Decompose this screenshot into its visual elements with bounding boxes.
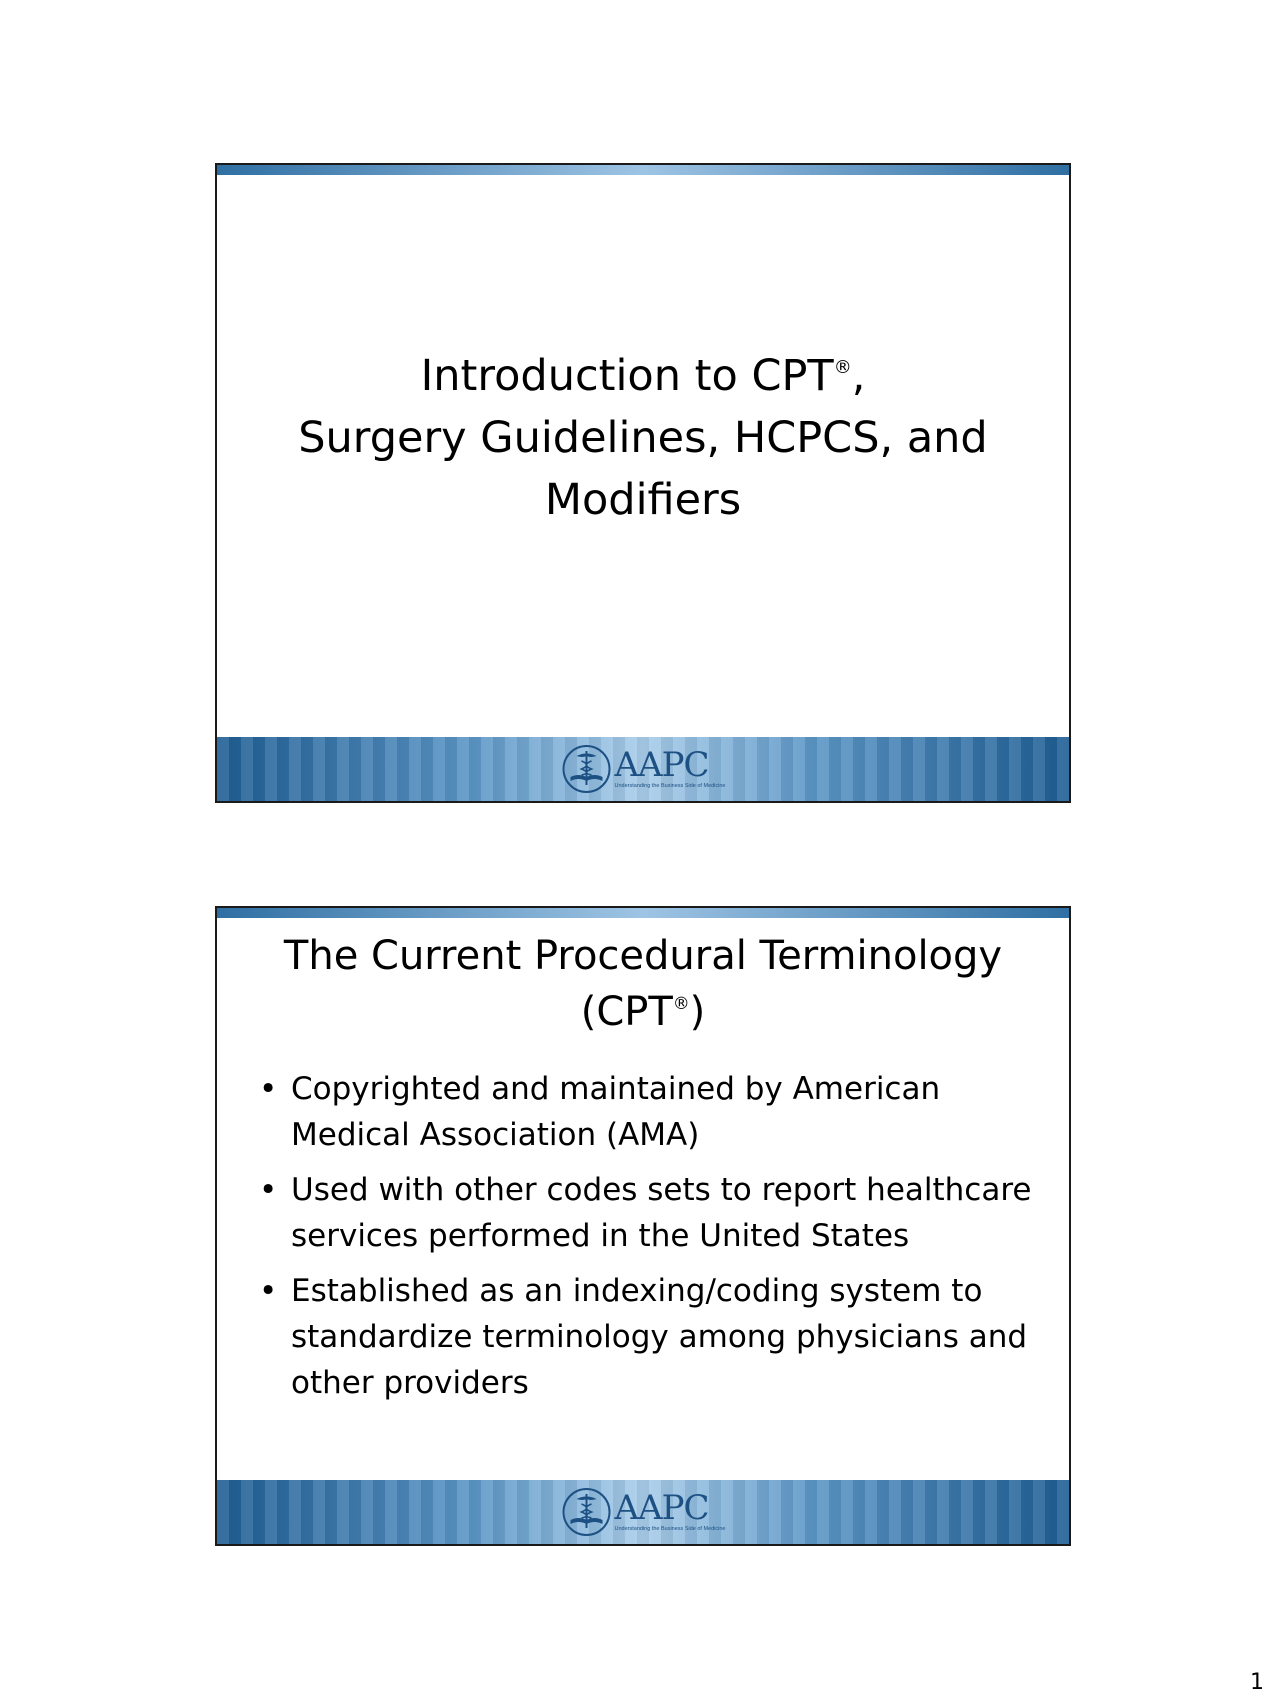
title-line-1-suffix: , — [851, 351, 866, 401]
bullet-icon: • — [259, 1273, 278, 1309]
bullet-list — [259, 1066, 1039, 1415]
slide-footer — [217, 1480, 1069, 1544]
logo-tagline: Understanding the Business Side of Medicine — [614, 783, 726, 789]
slide-top-bar — [217, 165, 1069, 175]
registered-mark: ® — [672, 993, 690, 1014]
slide-footer — [217, 737, 1069, 801]
caduceus-book-icon — [561, 1486, 613, 1538]
logo-tagline: Understanding the Business Side of Medicine — [614, 1526, 726, 1532]
title-line-3: Modifiers — [544, 475, 742, 525]
page-number: 1 — [1250, 1670, 1264, 1695]
list-item — [259, 1268, 1039, 1406]
aapc-logo — [561, 743, 726, 795]
slide-1 — [215, 163, 1071, 803]
title-line-1: The Current Procedural Terminology — [283, 933, 1003, 979]
slide-top-bar — [217, 908, 1069, 918]
title-line-2-post: ) — [689, 989, 706, 1035]
title-line-2-pre: (CPT — [580, 989, 673, 1035]
slide-2 — [215, 906, 1071, 1546]
list-item — [259, 1167, 1039, 1259]
caduceus-book-icon — [561, 743, 613, 795]
title-line-2: Surgery Guidelines, HCPCS, and — [298, 413, 988, 463]
slide-2-title — [237, 928, 1049, 1040]
logo-text: AAPC — [614, 1488, 709, 1528]
bullet-text: Used with other codes sets to report healthcare services performed in the United States — [291, 1172, 1032, 1254]
title-line-1: Introduction to CPT — [420, 351, 834, 401]
logo-text: AAPC — [614, 745, 709, 785]
bullet-icon: • — [259, 1071, 278, 1107]
bullet-text: Established as an indexing/coding system to standardize terminology among physicians and other providers — [291, 1273, 1028, 1401]
list-item — [259, 1066, 1039, 1158]
bullet-icon: • — [259, 1172, 278, 1208]
registered-mark: ® — [833, 356, 852, 378]
aapc-logo — [561, 1486, 726, 1538]
bullet-text: Copyrighted and maintained by American Medical Association (AMA) — [291, 1071, 941, 1153]
slide-1-title — [237, 345, 1049, 531]
